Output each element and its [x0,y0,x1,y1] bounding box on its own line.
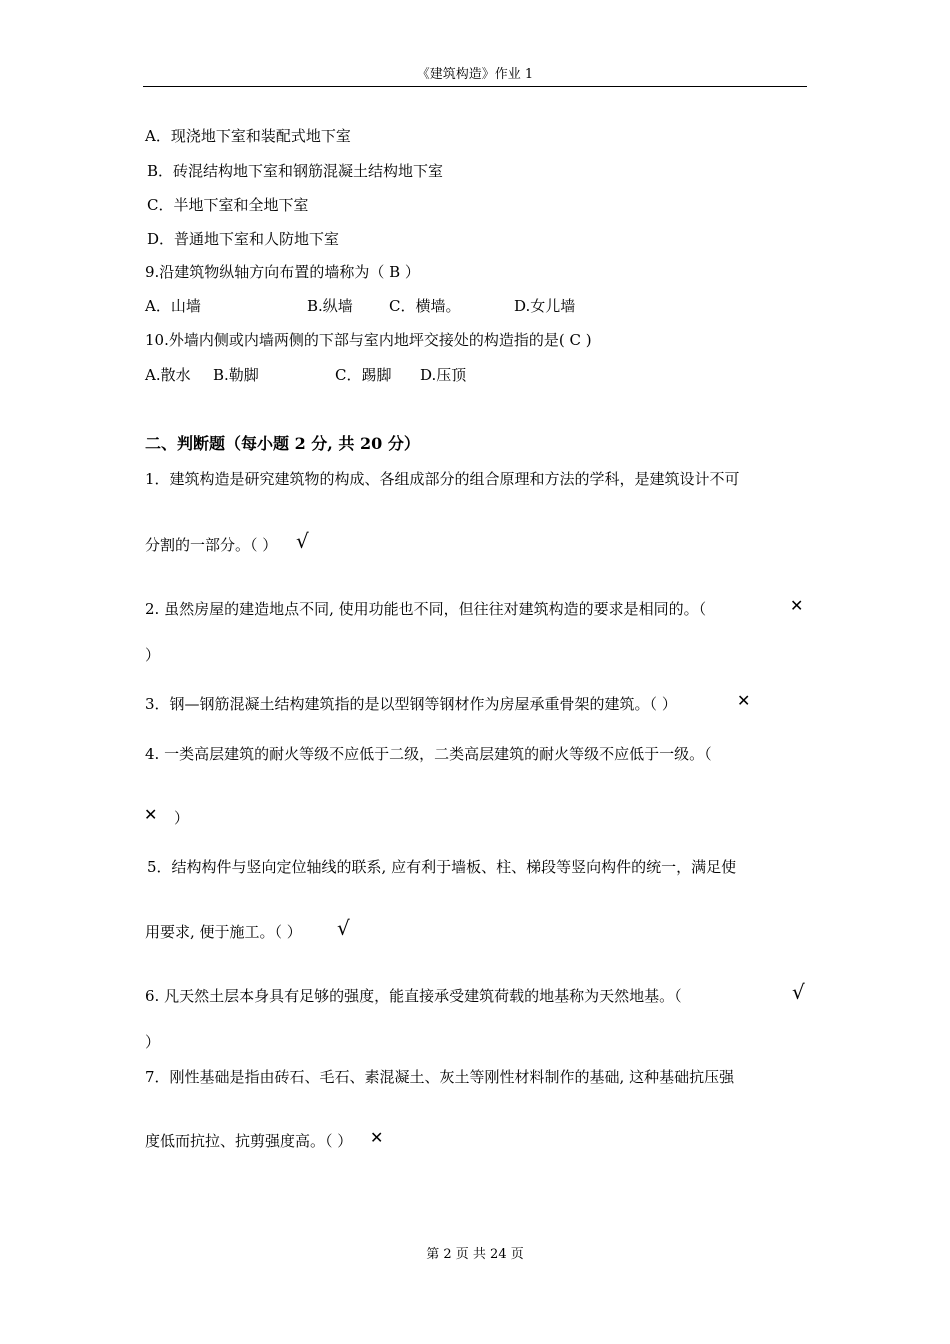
judgment-4-line-1: 4. 一类高层建筑的耐火等级不应低于二级，二类高层建筑的耐火等级不应低于一级。（ [145,745,712,763]
judgment-5-line-1: 5．结构构件与竖向定位轴线的联系, 应有利于墙板、柱、梯段等竖向构件的统一，满足使 [147,858,737,876]
check-mark-icon: √ [337,916,350,940]
judgment-6-line-2: ） [145,1033,161,1051]
q8-option-c: C．半地下室和全地下室 [147,196,309,214]
q9-option-b: B.纵墙 [307,297,353,315]
q10-option-b: B.勒脚 [213,366,259,384]
judgment-5-line-2: 用要求, 便于施工。（ ） [145,923,302,941]
check-mark-icon: √ [296,529,309,553]
judgment-1-line-1: 1．建筑构造是研究建筑物的构成、各组成部分的组合原理和方法的学科，是建筑设计不可 [145,470,740,488]
judgment-2-line-2: ） [145,646,161,664]
q8-option-d: D．普通地下室和人防地下室 [147,230,340,248]
q10-option-d: D.压顶 [420,366,467,384]
check-mark-icon: √ [792,980,805,1004]
judgment-1-line-2: 分割的一部分。（ ） [145,536,278,554]
q10-stem: 10.外墙内侧或内墙两侧的下部与室内地坪交接处的构造指的是( C ) [145,331,592,349]
judgment-3-line: 3．钢—钢筋混凝土结构建筑指的是以型钢等钢材作为房屋承重骨架的建筑。（ ） [145,695,677,713]
judgment-4-line-2: ） [174,809,190,827]
q9-option-d: D.女儿墙 [514,297,576,315]
page-footer: 第 2 页 共 24 页 [426,1247,524,1262]
q9-option-a: A．山墙 [145,297,201,315]
section-title: 二、判断题（每小题 2 分, 共 20 分） [145,434,420,453]
cross-mark-icon: ✕ [790,596,804,615]
q10-option-c: C．踢脚 [335,366,392,384]
cross-mark-icon: ✕ [144,805,158,824]
page-header: 《建筑构造》作业 1 [143,66,807,87]
q9-stem: 9.沿建筑物纵轴方向布置的墙称为（ B ） [145,263,420,281]
cross-mark-icon: ✕ [370,1128,384,1147]
q10-option-a: A.散水 [145,366,191,384]
q8-option-a: A．现浇地下室和装配式地下室 [145,127,351,145]
judgment-2-line-1: 2. 虽然房屋的建造地点不同, 使用功能也不同，但往往对建筑构造的要求是相同的。（ [145,600,707,618]
q9-option-c: C．横墙。 [389,297,461,315]
judgment-7-line-2: 度低而抗拉、抗剪强度高。（ ） [145,1132,353,1150]
judgment-7-line-1: 7．刚性基础是指由砖石、毛石、素混凝土、灰土等刚性材料制作的基础, 这种基础抗压强 [145,1068,735,1086]
q8-option-b: B．砖混结构地下室和钢筋混凝土结构地下室 [147,162,444,180]
judgment-6-line-1: 6. 凡天然土层本身具有足够的强度，能直接承受建筑荷载的地基称为天然地基。（ [145,987,682,1005]
cross-mark-icon: ✕ [737,691,751,710]
